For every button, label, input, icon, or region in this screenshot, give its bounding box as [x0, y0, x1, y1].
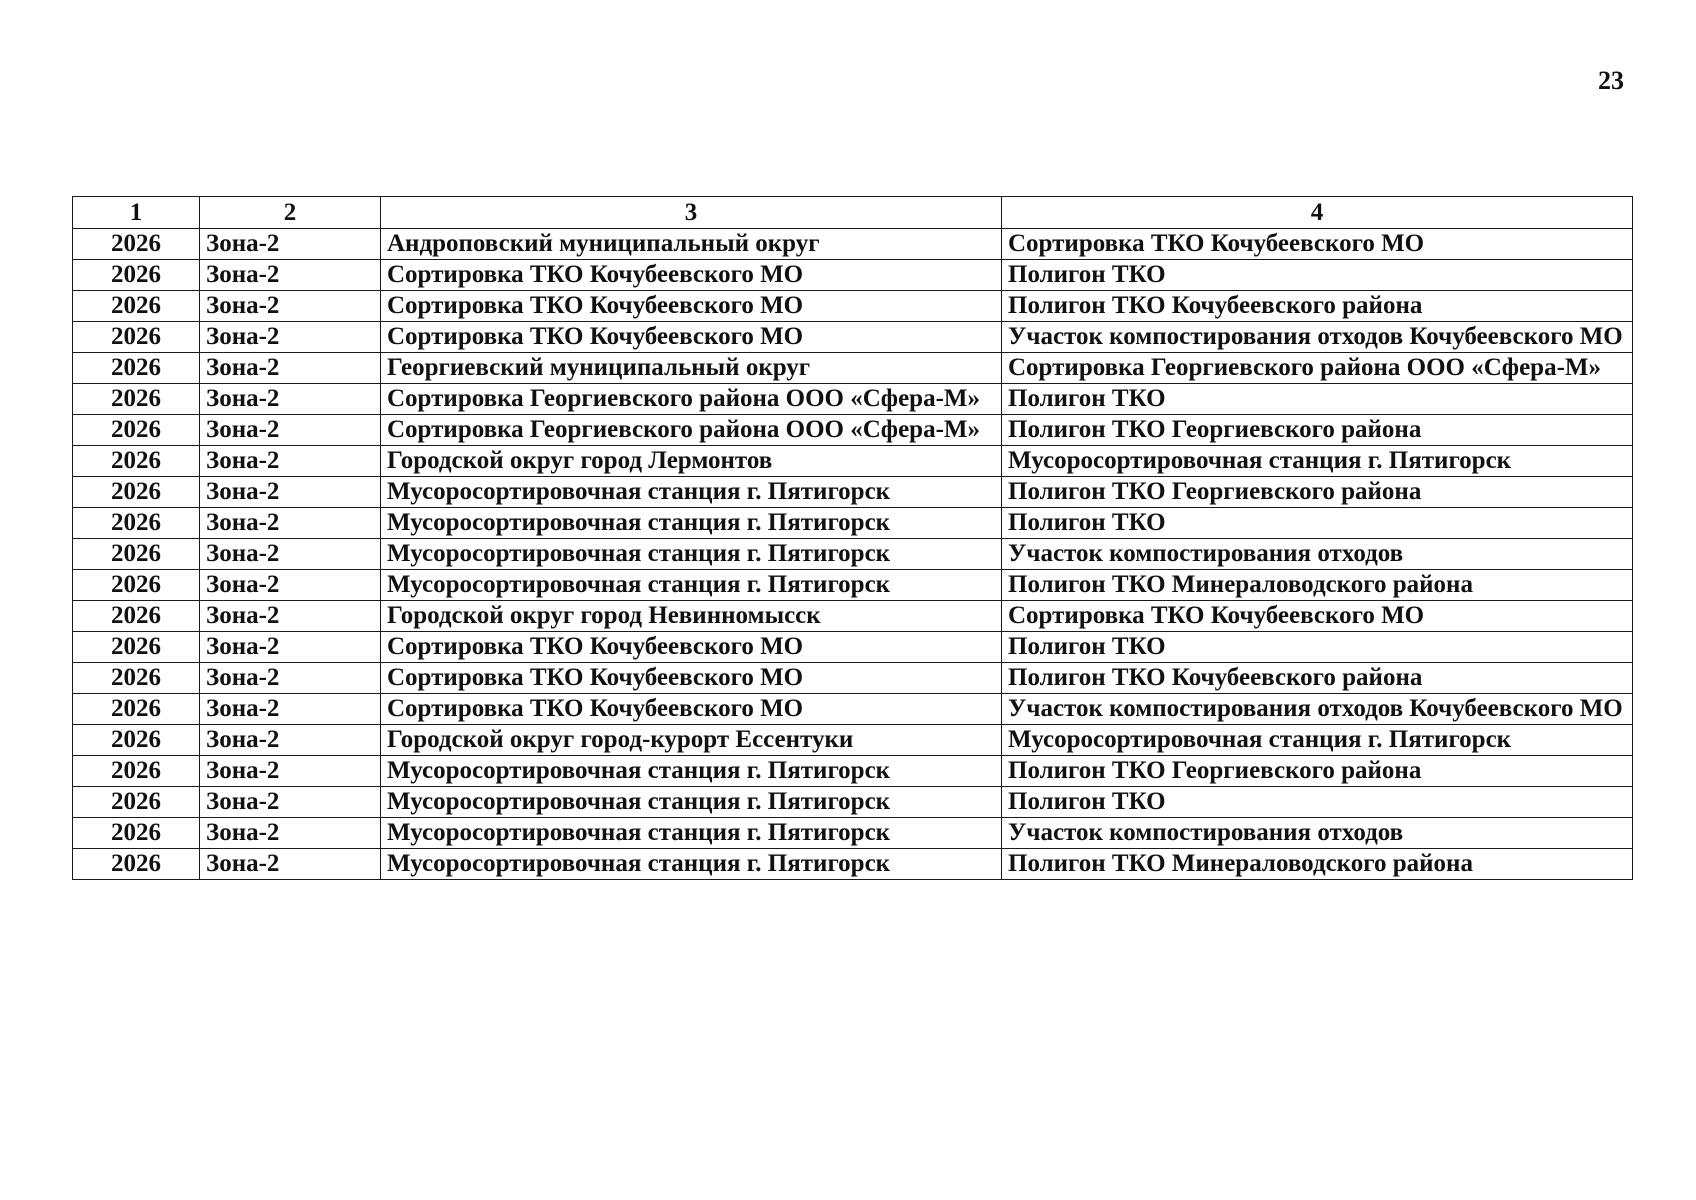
cell-source: Сортировка ТКО Кочубеевского МО	[381, 663, 1002, 694]
cell-source: Сортировка ТКО Кочубеевского МО	[381, 260, 1002, 291]
table-row	[73, 725, 1633, 756]
cell-zone: Зона-2	[200, 446, 381, 477]
table-row	[73, 415, 1633, 446]
cell-zone: Зона-2	[200, 663, 381, 694]
cell-destination: Полигон ТКО Минераловодского района	[1002, 849, 1633, 880]
cell-source: Андроповский муниципальный округ	[381, 229, 1002, 260]
table-row	[73, 384, 1633, 415]
page-number: 23	[1598, 66, 1624, 95]
cell-source: Георгиевский муниципальный округ	[381, 353, 1002, 384]
table-row	[73, 477, 1633, 508]
cell-zone: Зона-2	[200, 849, 381, 880]
cell-destination: Полигон ТКО	[1002, 787, 1633, 818]
cell-destination: Полигон ТКО	[1002, 260, 1633, 291]
cell-zone: Зона-2	[200, 260, 381, 291]
cell-source: Мусоросортировочная станция г. Пятигорск	[381, 756, 1002, 787]
cell-year: 2026	[73, 725, 200, 756]
table-row	[73, 632, 1633, 663]
cell-source: Мусоросортировочная станция г. Пятигорск	[381, 477, 1002, 508]
cell-source: Сортировка Георгиевского района ООО «Сфера-М»	[381, 384, 1002, 415]
cell-year: 2026	[73, 322, 200, 353]
cell-year: 2026	[73, 787, 200, 818]
cell-source: Городской округ город-курорт Ессентуки	[381, 725, 1002, 756]
cell-year: 2026	[73, 663, 200, 694]
cell-destination: Участок компостирования отходов Кочубеевского МО	[1002, 322, 1633, 353]
table-header	[73, 197, 1633, 229]
cell-destination: Полигон ТКО	[1002, 632, 1633, 663]
cell-source: Сортировка Георгиевского района ООО «Сфера-М»	[381, 415, 1002, 446]
table-row	[73, 353, 1633, 384]
header-col-1: 1	[73, 197, 200, 229]
cell-zone: Зона-2	[200, 229, 381, 260]
cell-year: 2026	[73, 353, 200, 384]
cell-year: 2026	[73, 570, 200, 601]
cell-source: Сортировка ТКО Кочубеевского МО	[381, 694, 1002, 725]
cell-zone: Зона-2	[200, 601, 381, 632]
cell-zone: Зона-2	[200, 756, 381, 787]
cell-year: 2026	[73, 849, 200, 880]
cell-destination: Сортировка Георгиевского района ООО «Сфера-М»	[1002, 353, 1633, 384]
table-row	[73, 322, 1633, 353]
cell-destination: Мусоросортировочная станция г. Пятигорск	[1002, 446, 1633, 477]
cell-source: Городской округ город Невинномысск	[381, 601, 1002, 632]
cell-zone: Зона-2	[200, 291, 381, 322]
header-col-3: 3	[381, 197, 1002, 229]
cell-source: Сортировка ТКО Кочубеевского МО	[381, 291, 1002, 322]
waste-flow-table	[72, 196, 1633, 880]
cell-year: 2026	[73, 601, 200, 632]
cell-destination: Участок компостирования отходов Кочубеевского МО	[1002, 694, 1633, 725]
cell-year: 2026	[73, 477, 200, 508]
table-body	[73, 229, 1633, 880]
cell-year: 2026	[73, 539, 200, 570]
cell-destination: Сортировка ТКО Кочубеевского МО	[1002, 229, 1633, 260]
cell-year: 2026	[73, 229, 200, 260]
cell-source: Сортировка ТКО Кочубеевского МО	[381, 322, 1002, 353]
cell-source: Мусоросортировочная станция г. Пятигорск	[381, 849, 1002, 880]
header-row	[73, 197, 1633, 229]
table-row	[73, 508, 1633, 539]
cell-zone: Зона-2	[200, 725, 381, 756]
table-row	[73, 663, 1633, 694]
cell-destination: Участок компостирования отходов	[1002, 818, 1633, 849]
cell-zone: Зона-2	[200, 570, 381, 601]
table-row	[73, 260, 1633, 291]
table-row	[73, 229, 1633, 260]
cell-source: Мусоросортировочная станция г. Пятигорск	[381, 539, 1002, 570]
table-row	[73, 539, 1633, 570]
table-row	[73, 601, 1633, 632]
table-row	[73, 849, 1633, 880]
cell-zone: Зона-2	[200, 694, 381, 725]
cell-destination: Полигон ТКО Георгиевского района	[1002, 477, 1633, 508]
table-row	[73, 291, 1633, 322]
cell-year: 2026	[73, 415, 200, 446]
table-row	[73, 694, 1633, 725]
cell-destination: Полигон ТКО Минераловодского района	[1002, 570, 1633, 601]
cell-zone: Зона-2	[200, 539, 381, 570]
table-row	[73, 570, 1633, 601]
cell-zone: Зона-2	[200, 787, 381, 818]
table-row	[73, 756, 1633, 787]
cell-destination: Участок компостирования отходов	[1002, 539, 1633, 570]
cell-destination: Полигон ТКО Кочубеевского района	[1002, 663, 1633, 694]
table-row	[73, 818, 1633, 849]
cell-source: Мусоросортировочная станция г. Пятигорск	[381, 508, 1002, 539]
cell-zone: Зона-2	[200, 632, 381, 663]
cell-year: 2026	[73, 446, 200, 477]
table-row	[73, 787, 1633, 818]
cell-destination: Полигон ТКО	[1002, 508, 1633, 539]
cell-source: Мусоросортировочная станция г. Пятигорск	[381, 787, 1002, 818]
header-col-2: 2	[200, 197, 381, 229]
cell-destination: Сортировка ТКО Кочубеевского МО	[1002, 601, 1633, 632]
cell-destination: Полигон ТКО Георгиевского района	[1002, 415, 1633, 446]
cell-source: Сортировка ТКО Кочубеевского МО	[381, 632, 1002, 663]
cell-destination: Полигон ТКО	[1002, 384, 1633, 415]
cell-year: 2026	[73, 756, 200, 787]
cell-zone: Зона-2	[200, 508, 381, 539]
cell-destination: Полигон ТКО Георгиевского района	[1002, 756, 1633, 787]
cell-year: 2026	[73, 694, 200, 725]
cell-zone: Зона-2	[200, 477, 381, 508]
cell-year: 2026	[73, 508, 200, 539]
cell-year: 2026	[73, 260, 200, 291]
cell-zone: Зона-2	[200, 415, 381, 446]
waste-flow-table-container	[72, 196, 1632, 880]
cell-destination: Полигон ТКО Кочубеевского района	[1002, 291, 1633, 322]
cell-source: Городской округ город Лермонтов	[381, 446, 1002, 477]
cell-year: 2026	[73, 291, 200, 322]
cell-destination: Мусоросортировочная станция г. Пятигорск	[1002, 725, 1633, 756]
cell-year: 2026	[73, 384, 200, 415]
cell-zone: Зона-2	[200, 818, 381, 849]
table-row	[73, 446, 1633, 477]
cell-source: Мусоросортировочная станция г. Пятигорск	[381, 570, 1002, 601]
header-col-4: 4	[1002, 197, 1633, 229]
cell-zone: Зона-2	[200, 384, 381, 415]
cell-year: 2026	[73, 818, 200, 849]
cell-source: Мусоросортировочная станция г. Пятигорск	[381, 818, 1002, 849]
cell-zone: Зона-2	[200, 353, 381, 384]
cell-year: 2026	[73, 632, 200, 663]
cell-zone: Зона-2	[200, 322, 381, 353]
